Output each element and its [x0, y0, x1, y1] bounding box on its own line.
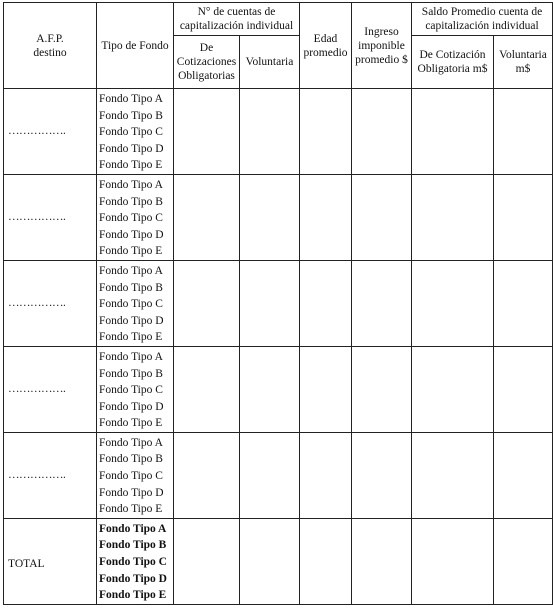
afp-group-row [4, 89, 553, 175]
afp-destino-cell: ……………. [4, 346, 97, 432]
fund-type-label: Fondo Tipo C [99, 298, 163, 311]
fund-type-label: Fondo Tipo B [99, 367, 163, 380]
saldo-cotizacion-cell[interactable] [412, 346, 494, 432]
saldo-voluntaria-cell[interactable] [494, 89, 553, 175]
fund-type-label: Fondo Tipo B [99, 453, 163, 466]
saldo-cotizacion-cell[interactable] [412, 89, 494, 175]
fund-type-label: Fondo Tipo E [99, 589, 167, 602]
edad-promedio-cell[interactable] [300, 432, 352, 518]
fund-type-label: Fondo Tipo A [99, 350, 163, 363]
afp-group-row [4, 174, 553, 260]
cuentas-voluntaria-cell[interactable] [240, 174, 300, 260]
fund-list-cell [97, 260, 174, 346]
edad-promedio-cell[interactable] [300, 89, 352, 175]
header-voluntaria: Voluntaria [240, 36, 300, 89]
ingreso-promedio-cell[interactable] [352, 89, 412, 175]
header-edad-promedio: Edad promedio [300, 3, 352, 89]
total-row [4, 518, 553, 604]
header-ingreso-imponible: Ingreso imponible promedio $ [352, 3, 412, 89]
edad-promedio-cell[interactable] [300, 174, 352, 260]
fund-type-label: Fondo Tipo A [99, 436, 163, 449]
fund-type-label: Fondo Tipo E [99, 245, 163, 258]
edad-promedio-cell[interactable] [300, 260, 352, 346]
fund-list-cell [97, 346, 174, 432]
saldo-voluntaria-cell[interactable] [494, 174, 553, 260]
ingreso-promedio-cell[interactable] [352, 260, 412, 346]
cuentas-cotizaciones-cell[interactable] [174, 432, 240, 518]
saldo-cotizacion-cell[interactable] [412, 260, 494, 346]
fund-type-label: Fondo Tipo B [99, 109, 163, 122]
header-num-cuentas: N° de cuentas de capitalización individual [174, 3, 300, 36]
ingreso-promedio-cell[interactable] [352, 346, 412, 432]
fund-type-label: Fondo Tipo C [99, 384, 163, 397]
edad-promedio-cell[interactable] [300, 518, 352, 604]
afp-destino-cell: ……………. [4, 89, 97, 175]
saldo-cotizacion-cell[interactable] [412, 174, 494, 260]
cuentas-voluntaria-cell[interactable] [240, 518, 300, 604]
fund-type-label: Fondo Tipo B [99, 281, 163, 294]
fund-type-label: Fondo Tipo A [99, 93, 163, 105]
fund-type-label: Fondo Tipo E [99, 159, 163, 172]
saldo-voluntaria-cell[interactable] [494, 432, 553, 518]
cuentas-cotizaciones-cell[interactable] [174, 89, 240, 175]
afp-group-row [4, 260, 553, 346]
cuentas-voluntaria-cell[interactable] [240, 432, 300, 518]
fund-list-cell [97, 432, 174, 518]
afp-destino-cell: ……………. [4, 174, 97, 260]
header-de-cotizacion-obligatoria: De Cotización Obligatoria m$ [412, 36, 494, 89]
header-afp-destino: A.F.P. destino [4, 3, 97, 89]
fund-type-label: Fondo Tipo C [99, 126, 163, 139]
fund-type-label: Fondo Tipo D [99, 400, 164, 413]
table-body [4, 89, 553, 605]
fund-type-label: Fondo Tipo C [99, 556, 167, 569]
saldo-cotizacion-cell[interactable] [412, 432, 494, 518]
fund-list-cell [97, 89, 174, 175]
afp-destino-cell: ……………. [4, 432, 97, 518]
fund-type-label: Fondo Tipo E [99, 417, 163, 430]
cuentas-cotizaciones-cell[interactable] [174, 518, 240, 604]
cuentas-cotizaciones-cell[interactable] [174, 174, 240, 260]
fund-type-label: Fondo Tipo B [99, 539, 167, 552]
afp-group-row [4, 346, 553, 432]
cuentas-voluntaria-cell[interactable] [240, 346, 300, 432]
total-label: TOTAL [4, 518, 97, 604]
cuentas-cotizaciones-cell[interactable] [174, 260, 240, 346]
header-de-cotizaciones: De Cotizaciones Obligatorias [174, 36, 240, 89]
saldo-voluntaria-cell[interactable] [494, 518, 553, 604]
fund-type-label: Fondo Tipo D [99, 572, 167, 585]
ingreso-promedio-cell[interactable] [352, 174, 412, 260]
saldo-voluntaria-cell[interactable] [494, 260, 553, 346]
cuentas-voluntaria-cell[interactable] [240, 260, 300, 346]
cuentas-cotizaciones-cell[interactable] [174, 346, 240, 432]
header-saldo-promedio: Saldo Promedio cuenta de capitalización individual [412, 3, 553, 36]
fund-type-label: Fondo Tipo E [99, 331, 163, 344]
fund-type-label: Fondo Tipo D [99, 486, 164, 499]
fund-type-label: Fondo Tipo C [99, 212, 163, 225]
saldo-voluntaria-cell[interactable] [494, 346, 553, 432]
header-voluntaria-m: Voluntaria m$ [494, 36, 553, 89]
fund-list-cell [97, 174, 174, 260]
fund-type-label: Fondo Tipo D [99, 228, 164, 241]
fund-type-label: Fondo Tipo A [99, 264, 163, 277]
fund-type-label: Fondo Tipo E [99, 503, 163, 516]
fund-type-label: Fondo Tipo B [99, 195, 163, 208]
afp-group-row [4, 432, 553, 518]
fund-list-cell [97, 518, 174, 604]
ingreso-promedio-cell[interactable] [352, 518, 412, 604]
cuentas-voluntaria-cell[interactable] [240, 89, 300, 175]
fund-type-label: Fondo Tipo C [99, 470, 163, 483]
edad-promedio-cell[interactable] [300, 346, 352, 432]
afp-destino-cell: ……………. [4, 260, 97, 346]
afp-table-container [3, 2, 553, 605]
fund-type-label: Fondo Tipo A [99, 522, 167, 535]
ingreso-promedio-cell[interactable] [352, 432, 412, 518]
saldo-cotizacion-cell[interactable] [412, 518, 494, 604]
fund-type-label: Fondo Tipo D [99, 314, 164, 327]
header-tipo-fondo: Tipo de Fondo [97, 3, 174, 89]
afp-accounts-table [3, 2, 553, 605]
fund-type-label: Fondo Tipo A [99, 178, 163, 191]
fund-type-label: Fondo Tipo D [99, 142, 164, 155]
